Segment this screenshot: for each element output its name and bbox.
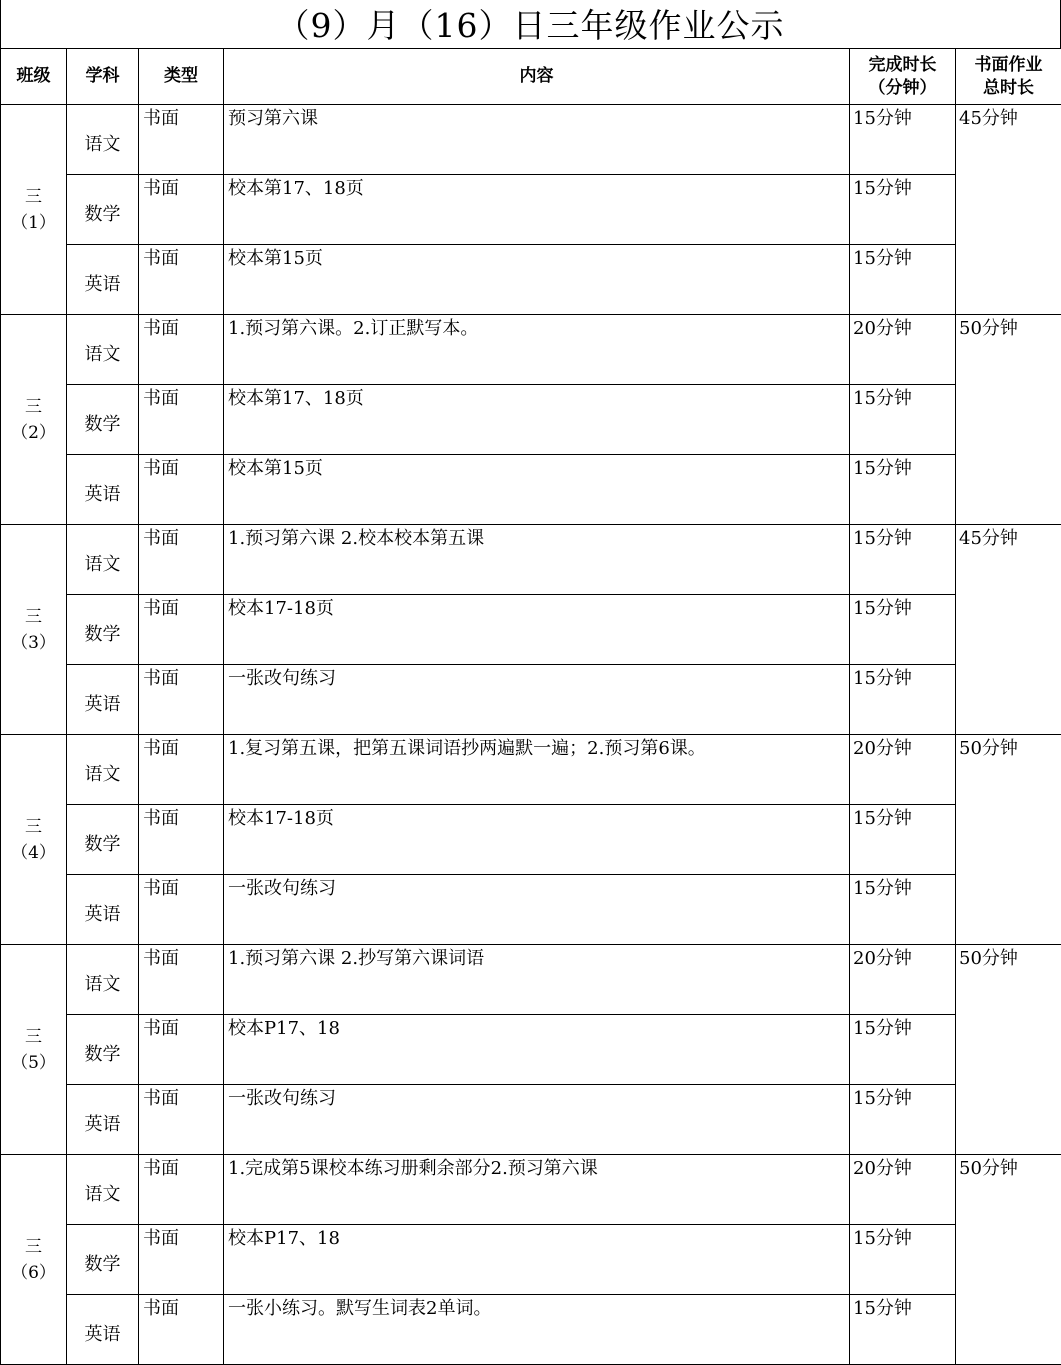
type-label: 书面 [143, 388, 179, 409]
table-row [1, 245, 1061, 315]
table-row [1, 1015, 1061, 1085]
content-text: 校本第17、18页 [228, 388, 364, 409]
content-text: 校本P17、18 [228, 1228, 340, 1249]
class-cell [1, 1155, 67, 1365]
type-label: 书面 [143, 1298, 179, 1319]
type-label: 书面 [143, 248, 179, 269]
subject-label: 语文 [84, 343, 121, 365]
type-label: 书面 [143, 1158, 179, 1179]
type-cell [139, 805, 224, 875]
header-type [139, 49, 224, 105]
content-text: 1.预习第六课。2.订正默写本。 [228, 318, 479, 339]
type-cell [139, 385, 224, 455]
type-cell [139, 175, 224, 245]
time-cell [850, 735, 956, 805]
content-text: 校本P17、18 [228, 1018, 340, 1039]
table-row [1, 1085, 1061, 1155]
total-value: 50分钟 [959, 318, 1018, 339]
content-cell [224, 945, 850, 1015]
content-text: 1.完成第5课校本练习册剩余部分2.预习第六课 [228, 1158, 598, 1179]
content-cell [224, 105, 850, 175]
type-label: 书面 [143, 948, 179, 969]
class-grade: 三 [25, 396, 42, 417]
table-row [1, 1225, 1061, 1295]
subject-label: 语文 [84, 763, 121, 785]
total-cell [956, 1155, 1061, 1365]
time-value: 15分钟 [853, 388, 912, 409]
table-row [1, 1295, 1061, 1365]
header-total-label-2: 总时长 [983, 77, 1034, 98]
subject-cell [67, 385, 139, 455]
subject-cell [67, 525, 139, 595]
time-value: 15分钟 [853, 1228, 912, 1249]
type-label: 书面 [143, 528, 179, 549]
time-value: 20分钟 [853, 738, 912, 759]
header-content [224, 49, 850, 105]
time-cell [850, 385, 956, 455]
time-value: 15分钟 [853, 108, 912, 129]
class-number: （1） [11, 212, 56, 233]
time-cell [850, 1155, 956, 1225]
time-cell [850, 595, 956, 665]
content-text: 一张小练习。默写生词表2单词。 [228, 1298, 492, 1319]
content-cell [224, 175, 850, 245]
table-row [1, 105, 1061, 175]
table-row [1, 945, 1061, 1015]
type-label: 书面 [143, 108, 179, 129]
content-cell [224, 455, 850, 525]
subject-label: 英语 [84, 1113, 121, 1135]
subject-cell [67, 805, 139, 875]
content-text: 校本第15页 [228, 458, 323, 479]
total-cell [956, 105, 1061, 315]
time-value: 20分钟 [853, 1158, 912, 1179]
class-number: （3） [11, 632, 56, 653]
subject-cell [67, 595, 139, 665]
subject-label: 英语 [84, 1323, 121, 1345]
class-cell [1, 945, 67, 1155]
header-row [1, 49, 1061, 105]
table-row [1, 735, 1061, 805]
header-total-label: 书面作业 [974, 54, 1043, 75]
total-value: 50分钟 [959, 1158, 1018, 1179]
type-cell [139, 595, 224, 665]
type-cell [139, 945, 224, 1015]
total-cell [956, 315, 1061, 525]
table-row [1, 665, 1061, 735]
type-label: 书面 [143, 878, 179, 899]
type-cell [139, 875, 224, 945]
total-cell [956, 945, 1061, 1155]
time-cell [850, 945, 956, 1015]
header-class [1, 49, 67, 105]
content-cell [224, 385, 850, 455]
time-value: 15分钟 [853, 598, 912, 619]
content-text: 预习第六课 [228, 108, 318, 129]
class-cell [1, 105, 67, 315]
subject-label: 语文 [84, 973, 121, 995]
table-row [1, 595, 1061, 665]
type-cell [139, 1155, 224, 1225]
class-number: （4） [11, 842, 56, 863]
subject-cell [67, 735, 139, 805]
total-value: 50分钟 [959, 948, 1018, 969]
class-grade: 三 [25, 186, 42, 207]
time-value: 15分钟 [853, 248, 912, 269]
type-cell [139, 1225, 224, 1295]
content-cell [224, 665, 850, 735]
content-cell [224, 245, 850, 315]
table-row [1, 385, 1061, 455]
type-cell [139, 735, 224, 805]
total-cell [956, 525, 1061, 735]
subject-label: 数学 [84, 1253, 121, 1275]
time-value: 15分钟 [853, 178, 912, 199]
time-cell [850, 875, 956, 945]
time-cell [850, 665, 956, 735]
header-class-label: 班级 [16, 66, 51, 86]
subject-label: 数学 [84, 833, 121, 855]
type-label: 书面 [143, 668, 179, 689]
subject-cell [67, 945, 139, 1015]
subject-label: 语文 [84, 553, 121, 575]
time-cell [850, 1085, 956, 1155]
subject-cell [67, 1155, 139, 1225]
content-text: 校本17-18页 [228, 808, 334, 829]
content-text: 一张改句练习 [228, 668, 336, 689]
class-cell [1, 525, 67, 735]
time-value: 20分钟 [853, 948, 912, 969]
table-row [1, 455, 1061, 525]
time-cell [850, 805, 956, 875]
content-text: 一张改句练习 [228, 1088, 336, 1109]
table-row [1, 315, 1061, 385]
time-cell [850, 1225, 956, 1295]
class-grade: 三 [25, 1236, 42, 1257]
type-cell [139, 455, 224, 525]
content-cell [224, 1225, 850, 1295]
subject-label: 语文 [84, 1183, 121, 1205]
time-value: 15分钟 [853, 458, 912, 479]
subject-cell [67, 665, 139, 735]
type-cell [139, 1295, 224, 1365]
header-time-label: 完成时长 [868, 54, 937, 75]
total-cell [956, 735, 1061, 945]
class-cell [1, 735, 67, 945]
type-cell [139, 525, 224, 595]
subject-cell [67, 1015, 139, 1085]
content-text: 校本第17、18页 [228, 178, 364, 199]
subject-label: 数学 [84, 623, 121, 645]
subject-cell [67, 1225, 139, 1295]
total-value: 50分钟 [959, 738, 1018, 759]
type-label: 书面 [143, 598, 179, 619]
time-value: 15分钟 [853, 878, 912, 899]
class-number: （5） [11, 1052, 56, 1073]
content-text: 一张改句练习 [228, 878, 336, 899]
time-cell [850, 525, 956, 595]
subject-label: 数学 [84, 413, 121, 435]
class-cell [1, 315, 67, 525]
header-time [850, 49, 956, 105]
type-cell [139, 1085, 224, 1155]
table-row [1, 805, 1061, 875]
header-subject [67, 49, 139, 105]
subject-cell [67, 105, 139, 175]
content-cell [224, 595, 850, 665]
type-label: 书面 [143, 738, 179, 759]
type-cell [139, 1015, 224, 1085]
content-cell [224, 805, 850, 875]
content-text: 1.复习第五课，把第五课词语抄两遍默一遍；2.预习第6课。 [228, 738, 706, 759]
class-number: （6） [11, 1262, 56, 1283]
header-time-unit: （分钟） [868, 77, 937, 98]
header-type-label: 类型 [164, 66, 198, 86]
subject-label: 英语 [84, 903, 121, 925]
subject-label: 数学 [84, 1043, 121, 1065]
type-label: 书面 [143, 808, 179, 829]
content-text: 校本17-18页 [228, 598, 334, 619]
table-body [1, 49, 1061, 1365]
subject-label: 英语 [84, 693, 121, 715]
sheet-title: （9）月（16）日三年级作业公示 [0, 0, 1061, 48]
time-cell [850, 1295, 956, 1365]
time-value: 15分钟 [853, 808, 912, 829]
subject-cell [67, 875, 139, 945]
header-total [956, 49, 1061, 105]
class-grade: 三 [25, 606, 42, 627]
subject-cell [67, 1085, 139, 1155]
subject-cell [67, 1295, 139, 1365]
total-value: 45分钟 [959, 108, 1018, 129]
time-value: 15分钟 [853, 1088, 912, 1109]
header-content-label: 内容 [519, 66, 554, 86]
total-value: 45分钟 [959, 528, 1018, 549]
time-cell [850, 175, 956, 245]
subject-cell [67, 245, 139, 315]
time-cell [850, 315, 956, 385]
class-number: （2） [11, 422, 56, 443]
time-value: 15分钟 [853, 528, 912, 549]
type-label: 书面 [143, 178, 179, 199]
content-text: 1.预习第六课 2.校本校本第五课 [228, 528, 485, 549]
content-cell [224, 1015, 850, 1085]
content-cell [224, 875, 850, 945]
type-label: 书面 [143, 1088, 179, 1109]
content-cell [224, 1085, 850, 1155]
type-cell [139, 315, 224, 385]
header-subject-label: 学科 [85, 66, 120, 86]
type-cell [139, 105, 224, 175]
time-cell [850, 1015, 956, 1085]
subject-cell [67, 175, 139, 245]
table-row [1, 175, 1061, 245]
time-value: 15分钟 [853, 668, 912, 689]
content-cell [224, 315, 850, 385]
time-cell [850, 245, 956, 315]
type-label: 书面 [143, 458, 179, 479]
table-row [1, 525, 1061, 595]
time-value: 15分钟 [853, 1298, 912, 1319]
content-cell [224, 1155, 850, 1225]
content-cell [224, 1295, 850, 1365]
subject-cell [67, 455, 139, 525]
type-label: 书面 [143, 1228, 179, 1249]
type-cell [139, 665, 224, 735]
time-value: 20分钟 [853, 318, 912, 339]
subject-label: 数学 [84, 203, 121, 225]
subject-cell [67, 315, 139, 385]
type-label: 书面 [143, 318, 179, 339]
content-text: 校本第15页 [228, 248, 323, 269]
content-cell [224, 735, 850, 805]
subject-label: 语文 [84, 133, 121, 155]
type-cell [139, 245, 224, 315]
subject-label: 英语 [84, 273, 121, 295]
class-grade: 三 [25, 1026, 42, 1047]
time-value: 15分钟 [853, 1018, 912, 1039]
content-text: 1.预习第六课 2.抄写第六课词语 [228, 948, 485, 969]
time-cell [850, 105, 956, 175]
class-grade: 三 [25, 816, 42, 837]
table-row [1, 1155, 1061, 1225]
table-row [1, 875, 1061, 945]
content-cell [224, 525, 850, 595]
time-cell [850, 455, 956, 525]
subject-label: 英语 [84, 483, 121, 505]
homework-table [0, 48, 1061, 1365]
type-label: 书面 [143, 1018, 179, 1039]
